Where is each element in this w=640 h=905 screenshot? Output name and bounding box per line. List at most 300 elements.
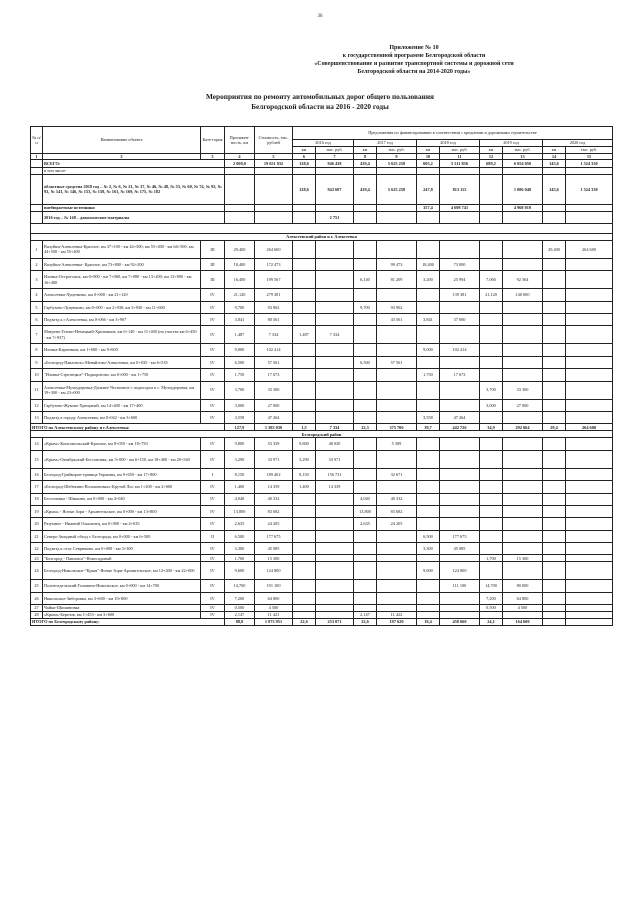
object-name: Иловка-Карпенков, км 1+600 - км 9+600: [43, 344, 201, 356]
value-cell: [255, 174, 293, 204]
road-length: 1,750: [225, 369, 255, 381]
year-value: [316, 289, 354, 301]
year-value: [417, 518, 440, 530]
document-title: [40, 92, 600, 112]
value-cell: [440, 211, 480, 223]
year-value: [377, 450, 417, 468]
year-value: [543, 611, 566, 618]
year-value: [503, 438, 543, 450]
year-value: [316, 611, 354, 618]
row-number: 13: [31, 411, 43, 423]
year-value: [293, 369, 316, 381]
year-value: [377, 580, 417, 592]
row-number: 20: [31, 518, 43, 530]
year-value: 13,800: [354, 505, 377, 517]
year-value: [377, 543, 417, 555]
road-cost: 177 675: [255, 530, 293, 542]
total-value: 458 660: [440, 618, 480, 625]
year-value: 9,000: [417, 344, 440, 356]
road-cost: 102 414: [255, 344, 293, 356]
total-value: 22,6: [354, 618, 377, 625]
year-value: [354, 468, 377, 480]
table-row: [31, 555, 613, 562]
year-value: [316, 580, 354, 592]
year-value: [316, 555, 354, 562]
row-number: 15: [31, 450, 43, 468]
year-value: [503, 411, 543, 423]
value-cell: [566, 211, 613, 223]
year-value: [440, 505, 480, 517]
value-cell: [225, 174, 255, 204]
year-value: [440, 611, 480, 618]
road-category: IV: [201, 493, 225, 505]
year-value: [440, 240, 480, 258]
object-name: Белгород-Грайворон-граница Украины, км 9+650 - км 17+800: [43, 468, 201, 480]
road-length: 7,200: [225, 592, 255, 604]
row-number: 25: [31, 580, 43, 592]
year-value: 2,635: [354, 518, 377, 530]
year-value: [316, 411, 354, 423]
year-value: 57 561: [377, 356, 417, 368]
value-cell: [225, 204, 255, 211]
value-cell: [225, 211, 255, 223]
year-value: [543, 580, 566, 592]
year-value: [417, 450, 440, 468]
value-cell: [255, 204, 293, 211]
year-value: [354, 555, 377, 562]
year-value: [440, 555, 480, 562]
row-number: 19: [31, 505, 43, 517]
table-row: [31, 240, 613, 258]
year-value: [316, 271, 354, 289]
year-value: 9,800: [293, 438, 316, 450]
row-num-cell: [31, 174, 43, 204]
object-name: Бессоновка - Шишино, км 0+000 - км 4+040: [43, 493, 201, 505]
year-value: [377, 326, 417, 344]
road-category: IV: [201, 301, 225, 313]
unit-rub: тыс. руб.: [566, 147, 613, 154]
year-value: 9,600: [417, 562, 440, 580]
year-value: [316, 240, 354, 258]
table-row: [31, 289, 613, 301]
year-value: [316, 505, 354, 517]
year-value: 29,400: [543, 240, 566, 258]
table-row: [31, 271, 613, 289]
year-value: [480, 481, 503, 493]
year-value: [417, 381, 440, 399]
object-name: Подъезд к г.Алексеевка, км 0+066 - км 3+907: [43, 313, 201, 325]
table-row: [31, 605, 613, 612]
total-value: 253 071: [316, 618, 354, 625]
road-category: IV: [201, 543, 225, 555]
col-number: 10: [417, 154, 440, 160]
road-category: IV: [201, 381, 225, 399]
year-value: 40 332: [377, 493, 417, 505]
value-cell: [543, 204, 566, 211]
year-value: 1,700: [480, 555, 503, 562]
year-value: [566, 369, 613, 381]
year-value: [543, 369, 566, 381]
year-value: [440, 518, 480, 530]
year-value: 1,487: [293, 326, 316, 344]
road-category: II: [201, 530, 225, 542]
table-row: [31, 438, 613, 450]
year-value: 99 473: [377, 258, 417, 270]
year-value: [480, 611, 503, 618]
table-row: [31, 493, 613, 505]
year-value: [316, 313, 354, 325]
year-value: 18,400: [417, 258, 440, 270]
year-value: 5 309: [377, 438, 417, 450]
year-value: [293, 592, 316, 604]
object-name: Чайки-Шишиновка: [43, 605, 201, 612]
road-cost: 4 500: [255, 605, 293, 612]
year-value: 102 414: [440, 344, 480, 356]
year-value: [503, 326, 543, 344]
col-number: 3: [201, 154, 225, 160]
value-cell: 2 751: [316, 211, 354, 223]
table-row: [31, 481, 613, 493]
header-proposals: Предложения по финансированию в соответствии с кредитами и дорожными строительстве: [293, 127, 613, 140]
year-value: 3,841: [417, 313, 440, 325]
road-length: 9,600: [225, 562, 255, 580]
total-value: 164 600: [503, 618, 543, 625]
value-cell: 689,2: [480, 160, 503, 168]
year-value: [354, 481, 377, 493]
year-value: [566, 356, 613, 368]
col-number: 12: [480, 154, 503, 160]
value-cell: [316, 204, 354, 211]
year-value: [377, 369, 417, 381]
year-value: [480, 438, 503, 450]
road-category: III: [201, 240, 225, 258]
total-value: [543, 618, 566, 625]
value-cell: [480, 174, 503, 204]
year-value: [543, 258, 566, 270]
year-value: [293, 493, 316, 505]
year-value: [503, 543, 543, 555]
year-value: [543, 438, 566, 450]
section-total-alekseevka: [31, 424, 613, 431]
value-cell: 1 524 330: [566, 174, 613, 204]
spacer-cell: [31, 223, 613, 233]
unit-km: км: [543, 147, 566, 154]
year-value: [480, 356, 503, 368]
year-value: [417, 438, 440, 450]
year-value: [417, 592, 440, 604]
value-cell: 247,8: [417, 174, 440, 204]
year-value: [440, 399, 480, 411]
year-value: [293, 530, 316, 542]
year-value: [543, 562, 566, 580]
year-value: [377, 381, 417, 399]
road-length: 21,120: [225, 289, 255, 301]
year-value: [354, 381, 377, 399]
row-label: областные средства 2018 год – № 2, № 6, № 21, № 37, № 46, № 48, № 53, № 60, № 74, № 92, № 93, № 141, № 146, № 153, № 158, № 161, № 169, № 175, № 182: [43, 174, 225, 204]
object-name: «Крым»-Березов, км 1+453 - км 3+600: [43, 611, 201, 618]
year-value: [417, 468, 440, 480]
year-value: [354, 530, 377, 542]
row-number: 7: [31, 326, 43, 344]
object-name: Алексеевка-Луценково, км 0+000 - км 21+120: [43, 289, 201, 301]
road-cost: 40 332: [255, 493, 293, 505]
year-value: [543, 326, 566, 344]
table-row: [31, 530, 613, 542]
year-value: [417, 289, 440, 301]
year-value: [566, 555, 613, 562]
section-header-belgorod: [31, 431, 613, 438]
year-value: 48 030: [316, 438, 354, 450]
year-value: [543, 381, 566, 399]
table-row: [31, 369, 613, 381]
year-value: [480, 369, 503, 381]
year-value: [503, 493, 543, 505]
col-number: 8: [354, 154, 377, 160]
year-value: [543, 301, 566, 313]
row-num-cell: [31, 160, 43, 168]
year-value: 33 971: [316, 450, 354, 468]
title-line-1: Мероприятия по ремонту автомобильных дорог общего пользования: [206, 92, 434, 101]
col-number: 2: [43, 154, 201, 160]
year-value: [293, 555, 316, 562]
table-row: [31, 356, 613, 368]
year-value: [377, 555, 417, 562]
spacer-row: [31, 223, 613, 233]
year-value: [417, 505, 440, 517]
road-category: IV: [201, 411, 225, 423]
year-value: [480, 411, 503, 423]
road-length: 2,147: [225, 611, 255, 618]
year-value: [480, 313, 503, 325]
header-cost: Стоимость, тыс. рублей: [255, 127, 293, 154]
year-value: [480, 530, 503, 542]
year-value: [417, 611, 440, 618]
road-length: 6,500: [225, 530, 255, 542]
table-row: [31, 611, 613, 618]
year-value: [417, 580, 440, 592]
year-value: [354, 411, 377, 423]
year-value: [480, 450, 503, 468]
table-row: [31, 468, 613, 480]
value-cell: [377, 204, 417, 211]
year-value: [543, 450, 566, 468]
year-value: [566, 399, 613, 411]
total-value: 22,3: [354, 424, 377, 431]
road-length: 16,400: [225, 271, 255, 289]
value-cell: [255, 211, 293, 223]
value-cell: 943 687: [316, 174, 354, 204]
year-value: [417, 493, 440, 505]
road-cost: 124 800: [255, 562, 293, 580]
road-cost: 27 000: [255, 399, 293, 411]
year-value: [377, 562, 417, 580]
year-value: [566, 481, 613, 493]
object-name: "Белгород - Павловск"-Новосадовый: [43, 555, 201, 562]
table-row: [31, 399, 613, 411]
year-value: [543, 543, 566, 555]
year-value: 45 085: [440, 543, 480, 555]
row-number: 26: [31, 592, 43, 604]
road-length: 9,700: [225, 301, 255, 313]
year-value: [543, 356, 566, 368]
road-length: 6,500: [225, 356, 255, 368]
year-value: [354, 605, 377, 612]
year-value: [566, 271, 613, 289]
year-value: 3,290: [293, 450, 316, 468]
year-value: 139 381: [440, 289, 480, 301]
row-number: 5: [31, 301, 43, 313]
road-length: 3,841: [225, 313, 255, 325]
year-value: 6,500: [354, 356, 377, 368]
col-number: 6: [293, 154, 316, 160]
road-cost: 189 402: [255, 468, 293, 480]
road-cost: 7 334: [255, 326, 293, 344]
year-value: 3,200: [417, 271, 440, 289]
road-length: 9,000: [225, 344, 255, 356]
table-row: [31, 381, 613, 399]
value-cell: [503, 211, 543, 223]
road-cost: 53 339: [255, 438, 293, 450]
road-length: 3,290: [225, 450, 255, 468]
road-category: IV: [201, 326, 225, 344]
year-value: [480, 344, 503, 356]
table-row: [31, 344, 613, 356]
road-cost: 279 381: [255, 289, 293, 301]
year-value: [377, 289, 417, 301]
row-number: 23: [31, 555, 43, 562]
year-value: 11 422: [377, 611, 417, 618]
year-value: 3,700: [480, 381, 503, 399]
road-length: 29,400: [225, 240, 255, 258]
value-cell: 605,2: [417, 160, 440, 168]
year-value: [293, 562, 316, 580]
value-cell: 357,4: [417, 204, 440, 211]
object-name: Белгород-Никольское-"Крым"-Ясные Зори-Архангельское, км 12+400 - км 22+000: [43, 562, 201, 580]
row-label: ВСЕГО:: [43, 160, 225, 168]
value-cell: [354, 211, 377, 223]
year-value: [440, 605, 480, 612]
total-value: 34,9: [480, 424, 503, 431]
road-category: III: [201, 258, 225, 270]
road-length: 0,500: [225, 605, 255, 612]
materials-row: [31, 211, 613, 223]
year-value: 37 000: [440, 313, 480, 325]
year-value: [316, 381, 354, 399]
year-value: [543, 605, 566, 612]
row-number: 8: [31, 344, 43, 356]
year-value: [354, 450, 377, 468]
page-number: 36: [317, 14, 323, 19]
road-category: IV: [201, 555, 225, 562]
object-name: "Иловка-Стрелецкое"-Подкоритово, км 0+000 - км 1+750: [43, 369, 201, 381]
year-value: [503, 301, 543, 313]
unit-km: км: [293, 147, 316, 154]
year-value: 1,750: [417, 369, 440, 381]
value-cell: 1 524 330: [566, 160, 613, 168]
object-name: Подъезд к городу Алексеевка, км 0+042 - км 3+600: [43, 411, 201, 423]
year-value: [480, 543, 503, 555]
year-value: 15 300: [503, 555, 543, 562]
year-value: [503, 356, 543, 368]
road-cost: 64 800: [255, 592, 293, 604]
road-category: IV: [201, 611, 225, 618]
year-value: [354, 592, 377, 604]
total-value: 7 334: [316, 424, 354, 431]
year-value: [480, 468, 503, 480]
year-value: [566, 301, 613, 313]
year-value: 47 264: [440, 411, 480, 423]
row-number: 27: [31, 605, 43, 612]
road-category: IV: [201, 369, 225, 381]
year-value: [316, 562, 354, 580]
value-cell: 19 651 932: [255, 160, 293, 168]
year-value: 3,000: [480, 399, 503, 411]
year-value: [377, 399, 417, 411]
year-value: [316, 344, 354, 356]
year-value: 1,400: [293, 481, 316, 493]
year-value: [543, 555, 566, 562]
col-number: 11: [440, 154, 480, 160]
road-length: 13,800: [225, 505, 255, 517]
road-cost: 93 902: [255, 301, 293, 313]
year-value: [543, 344, 566, 356]
year-value: 92 364: [503, 271, 543, 289]
regional-funds-row: [31, 174, 613, 204]
unit-rub: тыс. руб.: [440, 147, 480, 154]
year-value: 2,147: [354, 611, 377, 618]
year-value: [440, 468, 480, 480]
year-value: [566, 289, 613, 301]
road-cost: 80 561: [255, 313, 293, 325]
year-value: [417, 605, 440, 612]
year-value: [293, 271, 316, 289]
section-header-alekseevka: [31, 233, 613, 240]
year-value: [440, 481, 480, 493]
year-value: [354, 562, 377, 580]
appendix-line-2: к государственной программе Белгородской области: [342, 53, 486, 59]
header-year-2017: 2017 год: [354, 140, 417, 147]
year-value: 156 731: [316, 468, 354, 480]
object-name: «Крым»-Октябрьский-Бессоновка, км 5+000 - км 6+150, км 18+400 - км 20+540: [43, 450, 201, 468]
year-value: [354, 240, 377, 258]
year-value: [316, 518, 354, 530]
road-cost: 14 339: [255, 481, 293, 493]
value-cell: 128,6: [293, 160, 316, 168]
header-name: Наименование объекта: [43, 127, 201, 154]
value-cell: [543, 211, 566, 223]
value-cell: [417, 211, 440, 223]
object-name: Разумное - Нижний Ольшанец, км 0+000 - км 2+635: [43, 518, 201, 530]
year-value: [417, 399, 440, 411]
year-value: [503, 313, 543, 325]
road-cost: 199 567: [255, 271, 293, 289]
year-value: [377, 530, 417, 542]
road-category: IV: [201, 605, 225, 612]
table-row: [31, 258, 613, 270]
year-value: [377, 605, 417, 612]
road-category: IV: [201, 481, 225, 493]
year-value: [440, 592, 480, 604]
value-cell: [354, 204, 377, 211]
total-value: 22,6: [293, 618, 316, 625]
table-row: [31, 543, 613, 555]
year-value: [316, 369, 354, 381]
year-value: [440, 450, 480, 468]
road-cost: 47 264: [255, 411, 293, 423]
year-value: 124 800: [440, 562, 480, 580]
year-value: [543, 592, 566, 604]
year-value: 7,200: [480, 592, 503, 604]
